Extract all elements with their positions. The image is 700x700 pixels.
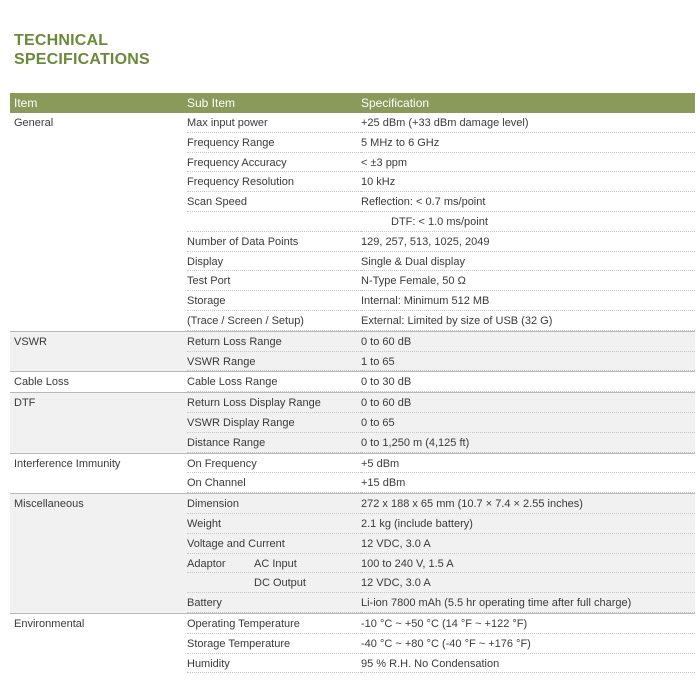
- sub-item-label: Return Loss Display Range: [187, 397, 321, 410]
- sub-item-cell: [187, 654, 361, 674]
- table-group: [10, 331, 695, 372]
- sub-item-label: Humidity: [187, 657, 230, 670]
- specification-value: 2.1 kg (include battery): [361, 517, 473, 530]
- table-row: [10, 232, 695, 252]
- specification-value: 129, 257, 513, 1025, 2049: [361, 235, 490, 248]
- specification-value: Single & Dual display: [361, 255, 465, 268]
- specification-value: 10 kHz: [361, 176, 396, 189]
- specification-cell: [361, 593, 695, 613]
- sub-item-label: Weight: [187, 517, 222, 530]
- sub-item-cell: [187, 192, 361, 212]
- table-row: [10, 271, 695, 291]
- table-row: [10, 291, 695, 311]
- table-body: [10, 113, 695, 673]
- sub-item-label: Display: [187, 255, 224, 268]
- group-item-label: VSWR: [14, 335, 47, 348]
- sub-item-label: Scan Speed: [187, 196, 247, 209]
- specification-cell: [361, 291, 695, 311]
- sub-item-label: Test Port: [187, 275, 231, 288]
- specification-cell: [361, 172, 695, 192]
- sub-item-cell: [187, 372, 361, 392]
- table-row: [10, 352, 695, 372]
- specification-value: Internal: Minimum 512 MB: [361, 295, 490, 308]
- sub-item-cell: [187, 212, 361, 232]
- table-row: [10, 372, 695, 392]
- table-group: [10, 453, 695, 494]
- table-row: [10, 433, 695, 453]
- sub-item-cell: [187, 413, 361, 433]
- sub-item-cell: [187, 133, 361, 153]
- group-item-label: Environmental: [14, 617, 85, 630]
- sub-item-cell: [187, 232, 361, 252]
- table-row: [10, 311, 695, 331]
- specification-cell: [361, 352, 695, 372]
- table-row: [10, 473, 695, 493]
- table-row: [10, 654, 695, 674]
- sub-item-label: VSWR Display Range: [187, 416, 295, 429]
- table-row: [10, 494, 695, 514]
- sub-item-label: Cable Loss Range: [187, 376, 278, 389]
- sub-item-cell: [187, 634, 361, 654]
- sub-item-label: On Frequency: [187, 457, 257, 470]
- sub-item-detail-label: DC Output: [254, 577, 306, 590]
- table-header: [10, 93, 695, 113]
- table-group: [10, 493, 695, 613]
- sub-item-label: Voltage and Current: [187, 537, 285, 550]
- table-group: [10, 392, 695, 452]
- specification-value: 0 to 65: [361, 416, 395, 429]
- sub-item-label: Number of Data Points: [187, 235, 299, 248]
- sub-item-cell: [187, 514, 361, 534]
- sub-item-label: Frequency Range: [187, 136, 275, 149]
- specification-value: N-Type Female, 50 Ω: [361, 275, 466, 288]
- table-row: [10, 153, 695, 173]
- specification-cell: [361, 192, 695, 212]
- sub-item-cell: [187, 593, 361, 613]
- specification-value: 12 VDC, 3.0 A: [361, 577, 431, 590]
- table-row: [10, 534, 695, 554]
- table-row: [10, 332, 695, 352]
- specification-value: Reflection: < 0.7 ms/point: [361, 196, 486, 209]
- table-row: [10, 113, 695, 133]
- sub-item-label: Adaptor: [187, 557, 226, 570]
- specification-value: 1 to 65: [361, 355, 395, 368]
- sub-item-cell: [187, 252, 361, 272]
- sub-item-cell: [187, 573, 361, 593]
- group-item-label: Cable Loss: [14, 376, 70, 389]
- specification-value: +25 dBm (+33 dBm damage level): [361, 117, 529, 129]
- group-item-label: Miscellaneous: [14, 498, 84, 511]
- specification-cell: [361, 654, 695, 674]
- sub-item-label: VSWR Range: [187, 355, 256, 368]
- sub-item-label: Frequency Accuracy: [187, 156, 287, 169]
- page-title: [14, 31, 150, 69]
- specification-cell: [361, 454, 695, 474]
- specification-cell: [361, 311, 695, 331]
- sub-item-cell: [187, 494, 361, 514]
- specification-value: 0 to 60 dB: [361, 335, 412, 348]
- sub-item-cell: [187, 311, 361, 331]
- specification-value: 0 to 60 dB: [361, 397, 412, 410]
- table-row: [10, 634, 695, 654]
- specification-value: 12 VDC, 3.0 A: [361, 537, 431, 550]
- specification-cell: [361, 634, 695, 654]
- sub-item-cell: [187, 534, 361, 554]
- specification-cell: [361, 514, 695, 534]
- sub-item-cell: [187, 352, 361, 372]
- sub-item-cell: [187, 271, 361, 291]
- specification-cell: [361, 413, 695, 433]
- sub-item-cell: [187, 332, 361, 352]
- specification-cell: [361, 133, 695, 153]
- specification-value: 100 to 240 V, 1.5 A: [361, 557, 454, 570]
- group-item-label: DTF: [14, 397, 36, 410]
- header-sub-item: Sub Item: [187, 96, 236, 110]
- specification-cell: [361, 573, 695, 593]
- table-row: [10, 614, 695, 634]
- sub-item-label: (Trace / Screen / Setup): [187, 314, 304, 327]
- table-row: [10, 133, 695, 153]
- header-specification: Specification: [361, 96, 430, 110]
- specification-value: +5 dBm: [361, 457, 400, 470]
- title-line-1: TECHNICAL: [14, 32, 109, 49]
- sub-item-label: Storage: [187, 295, 226, 308]
- table-row: [10, 573, 695, 593]
- sub-item-cell: [187, 153, 361, 173]
- header-item: Item: [14, 96, 38, 110]
- table-row: [10, 413, 695, 433]
- sub-item-detail-label: AC Input: [254, 557, 297, 570]
- title-line-2: SPECIFICATIONS: [14, 51, 150, 68]
- sub-item-label: On Channel: [187, 477, 246, 490]
- specification-value: 0 to 30 dB: [361, 376, 412, 389]
- sub-item-label: Battery: [187, 597, 222, 610]
- specification-value: DTF: < 1.0 ms/point: [391, 215, 488, 228]
- sub-item-cell: [187, 614, 361, 634]
- table-row: [10, 212, 695, 232]
- sub-item-label: Dimension: [187, 498, 239, 511]
- sub-item-cell: [187, 454, 361, 474]
- specification-value: +15 dBm: [361, 477, 406, 490]
- specification-value: -40 °C ~ +80 °C (-40 °F ~ +176 °F): [361, 637, 531, 650]
- specification-cell: [361, 332, 695, 352]
- table-row: [10, 554, 695, 574]
- specification-value: 0 to 1,250 m (4,125 ft): [361, 436, 470, 449]
- specification-cell: [361, 534, 695, 554]
- specification-cell: [361, 494, 695, 514]
- specification-cell: [361, 372, 695, 392]
- table-group: [10, 113, 695, 331]
- sub-item-cell: [187, 473, 361, 493]
- sub-item-label: Storage Temperature: [187, 637, 291, 650]
- table-row: [10, 514, 695, 534]
- sub-item-label: Frequency Resolution: [187, 176, 295, 189]
- table-row: [10, 393, 695, 413]
- sub-item-cell: [187, 433, 361, 453]
- table-group: [10, 371, 695, 392]
- specification-cell: [361, 271, 695, 291]
- specification-cell: [361, 473, 695, 493]
- group-item-label: General: [14, 117, 54, 129]
- specification-cell: [361, 113, 695, 133]
- table-row: [10, 192, 695, 212]
- sub-item-cell: [187, 393, 361, 413]
- specification-value: 272 x 188 x 65 mm (10.7 × 7.4 × 2.55 inches): [361, 498, 583, 511]
- sub-item-cell: [187, 172, 361, 192]
- specification-value: 5 MHz to 6 GHz: [361, 136, 440, 149]
- specification-cell: [361, 212, 695, 232]
- table-row: [10, 252, 695, 272]
- specification-value: External: Limited by size of USB (32 G): [361, 314, 553, 327]
- specification-value: Li-ion 7800 mAh (5.5 hr operating time after full charge): [361, 597, 632, 610]
- table-row: [10, 454, 695, 474]
- table-group: [10, 613, 695, 673]
- sub-item-cell: [187, 113, 361, 133]
- specification-cell: [361, 393, 695, 413]
- specification-cell: [361, 232, 695, 252]
- specification-cell: [361, 614, 695, 634]
- specification-value: -10 °C ~ +50 °C (14 °F ~ +122 °F): [361, 617, 528, 630]
- group-item-label: Interference Immunity: [14, 457, 121, 470]
- specification-cell: [361, 433, 695, 453]
- sub-item-label: Operating Temperature: [187, 617, 300, 630]
- specification-cell: [361, 554, 695, 574]
- spec-table: [10, 93, 695, 673]
- specification-cell: [361, 252, 695, 272]
- specification-value: 95 % R.H. No Condensation: [361, 657, 500, 670]
- sub-item-cell: [187, 291, 361, 311]
- table-row: [10, 593, 695, 613]
- sub-item-label: Return Loss Range: [187, 335, 282, 348]
- sub-item-label: Distance Range: [187, 436, 266, 449]
- specification-cell: [361, 153, 695, 173]
- table-row: [10, 172, 695, 192]
- sub-item-label: Max input power: [187, 117, 268, 129]
- specification-value: < ±3 ppm: [361, 156, 408, 169]
- sub-item-cell: [187, 554, 361, 574]
